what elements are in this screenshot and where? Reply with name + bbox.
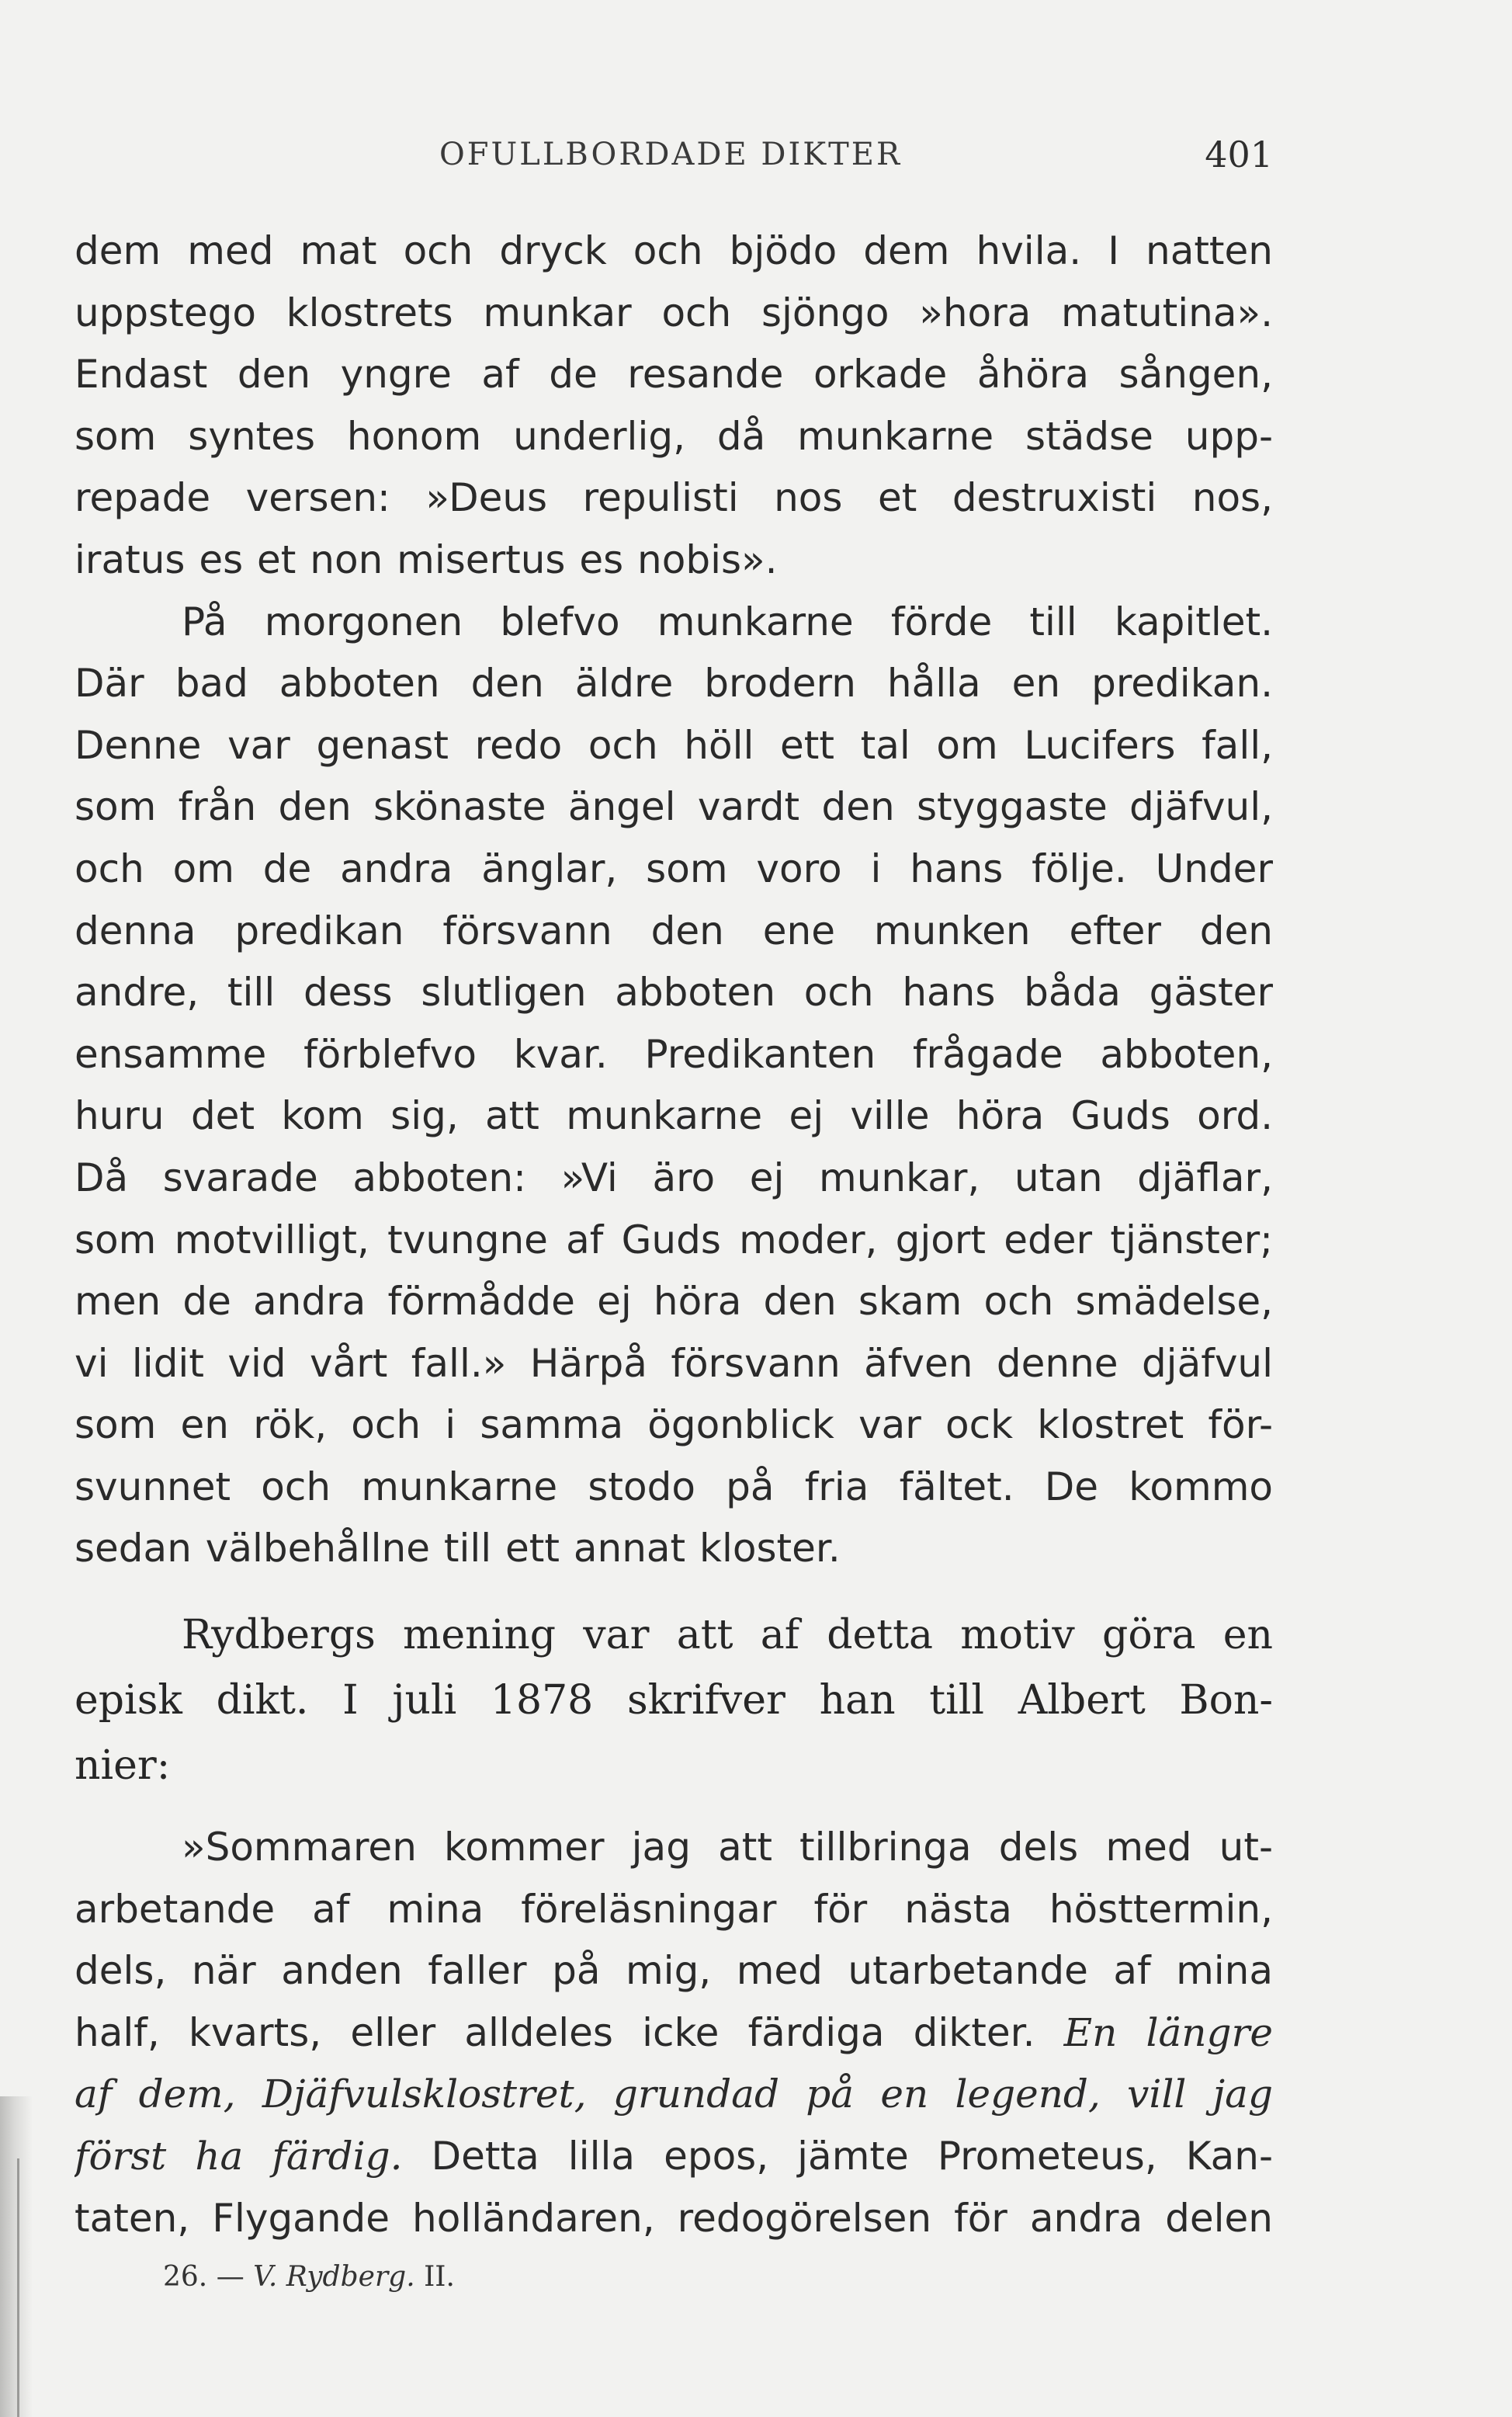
legend-text: [75, 221, 1273, 1580]
printer-signature: [163, 2261, 455, 2293]
text-line: som motvilligt, tvungne af Guds moder, gjort eder tjänster;: [75, 1217, 1273, 1262]
letter-line: »Sommaren kommer jag att tillbringa dels med ut-: [182, 1825, 1273, 1870]
signature-volume: II.: [414, 2261, 455, 2293]
text-line: dem med mat och dryck och bjödo dem hvila. I natten: [75, 228, 1273, 273]
text-line: Där bad abboten den äldre brodern hålla en predikan.: [75, 661, 1273, 707]
text-line: Denne var genast redo och höll ett tal om Lucifers fall,: [75, 722, 1273, 768]
gutter-shadow: [0, 2096, 33, 2417]
commentary-paragraph: [75, 1603, 1273, 1798]
text-line: som från den skönaste ängel vardt den styggaste djäfvul,: [75, 784, 1273, 830]
commentary-line: nier:: [75, 1742, 171, 1789]
text-line: andre, till dess slutligen abboten och hans båda gäster: [75, 970, 1273, 1016]
text-line: som en rök, och i samma ögonblick var ock klostret för-: [75, 1402, 1273, 1448]
text-line: sedan välbehållne till ett annat kloster.: [75, 1526, 841, 1571]
letter-line: [75, 2126, 1273, 2188]
text-line: Endast den yngre af de resande orkade åhöra sången,: [75, 352, 1273, 398]
letter-line: taten, Flygande holländaren, redogörelsen för andra delen: [75, 2195, 1273, 2241]
letter-quote: [75, 1817, 1273, 2249]
letter-italic-text: En längre: [1063, 2009, 1273, 2055]
letter-line: arbetande af mina föreläsningar för nästa hösttermin,: [75, 1886, 1273, 1932]
text-line: vi lidit vid vårt fall.» Härpå försvann äfven denne djäfvul: [75, 1340, 1273, 1386]
running-title: OFULLBORDADE DIKTER: [439, 137, 903, 172]
text-line: svunnet och munkarne stodo på fria fältet. De kommo: [75, 1464, 1273, 1509]
text-line: denna predikan försvann den ene munken efter den: [75, 908, 1273, 953]
text-line: som syntes honom underlig, då munkarne städse upp-: [75, 413, 1273, 459]
signature-sheet: 26. —: [163, 2261, 254, 2293]
gutter-line: [17, 2158, 19, 2417]
letter-line: af dem, Djäfvulsklostret, grundad på en legend, vill jag: [75, 2071, 1273, 2117]
page-number: 401: [1205, 134, 1273, 175]
commentary-line: episk dikt. I juli 1878 skrifver han till Albert Bon-: [75, 1677, 1273, 1724]
text-line: iratus es et non misertus es nobis».: [75, 537, 778, 582]
text-line: ensamme förblefvo kvar. Predikanten frågade abboten,: [75, 1031, 1273, 1077]
text-line: huru det kom sig, att munkarne ej ville höra Guds ord.: [75, 1093, 1273, 1139]
signature-name: V. Rydberg.: [253, 2261, 415, 2293]
letter-roman-text: Detta lilla epos, jämte Prometeus, Kan-: [402, 2133, 1273, 2179]
letter-italic-text: först ha färdig.: [75, 2133, 403, 2179]
page-header: [75, 134, 1273, 180]
text-line: Då svarade abboten: »Vi äro ej munkar, utan djäflar,: [75, 1155, 1273, 1200]
text-line: och om de andra änglar, som voro i hans följe. Under: [75, 846, 1273, 891]
letter-roman-text: half, kvarts, eller alldeles icke färdiga dikter.: [75, 2009, 1064, 2055]
letter-line: dels, när anden faller på mig, med utarbetande af mina: [75, 1948, 1273, 1994]
text-line: På morgonen blefvo munkarne förde till kapitlet.: [182, 599, 1273, 644]
text-line: repade versen: »Deus repulisti nos et destruxisti nos,: [75, 475, 1273, 521]
text-line: uppstego klostrets munkar och sjöngo »hora matutina».: [75, 290, 1273, 335]
commentary-line: Rydbergs mening var att af detta motiv göra en: [182, 1612, 1273, 1658]
text-line: men de andra förmådde ej höra den skam och smädelse,: [75, 1279, 1273, 1325]
letter-line: [75, 2002, 1273, 2065]
